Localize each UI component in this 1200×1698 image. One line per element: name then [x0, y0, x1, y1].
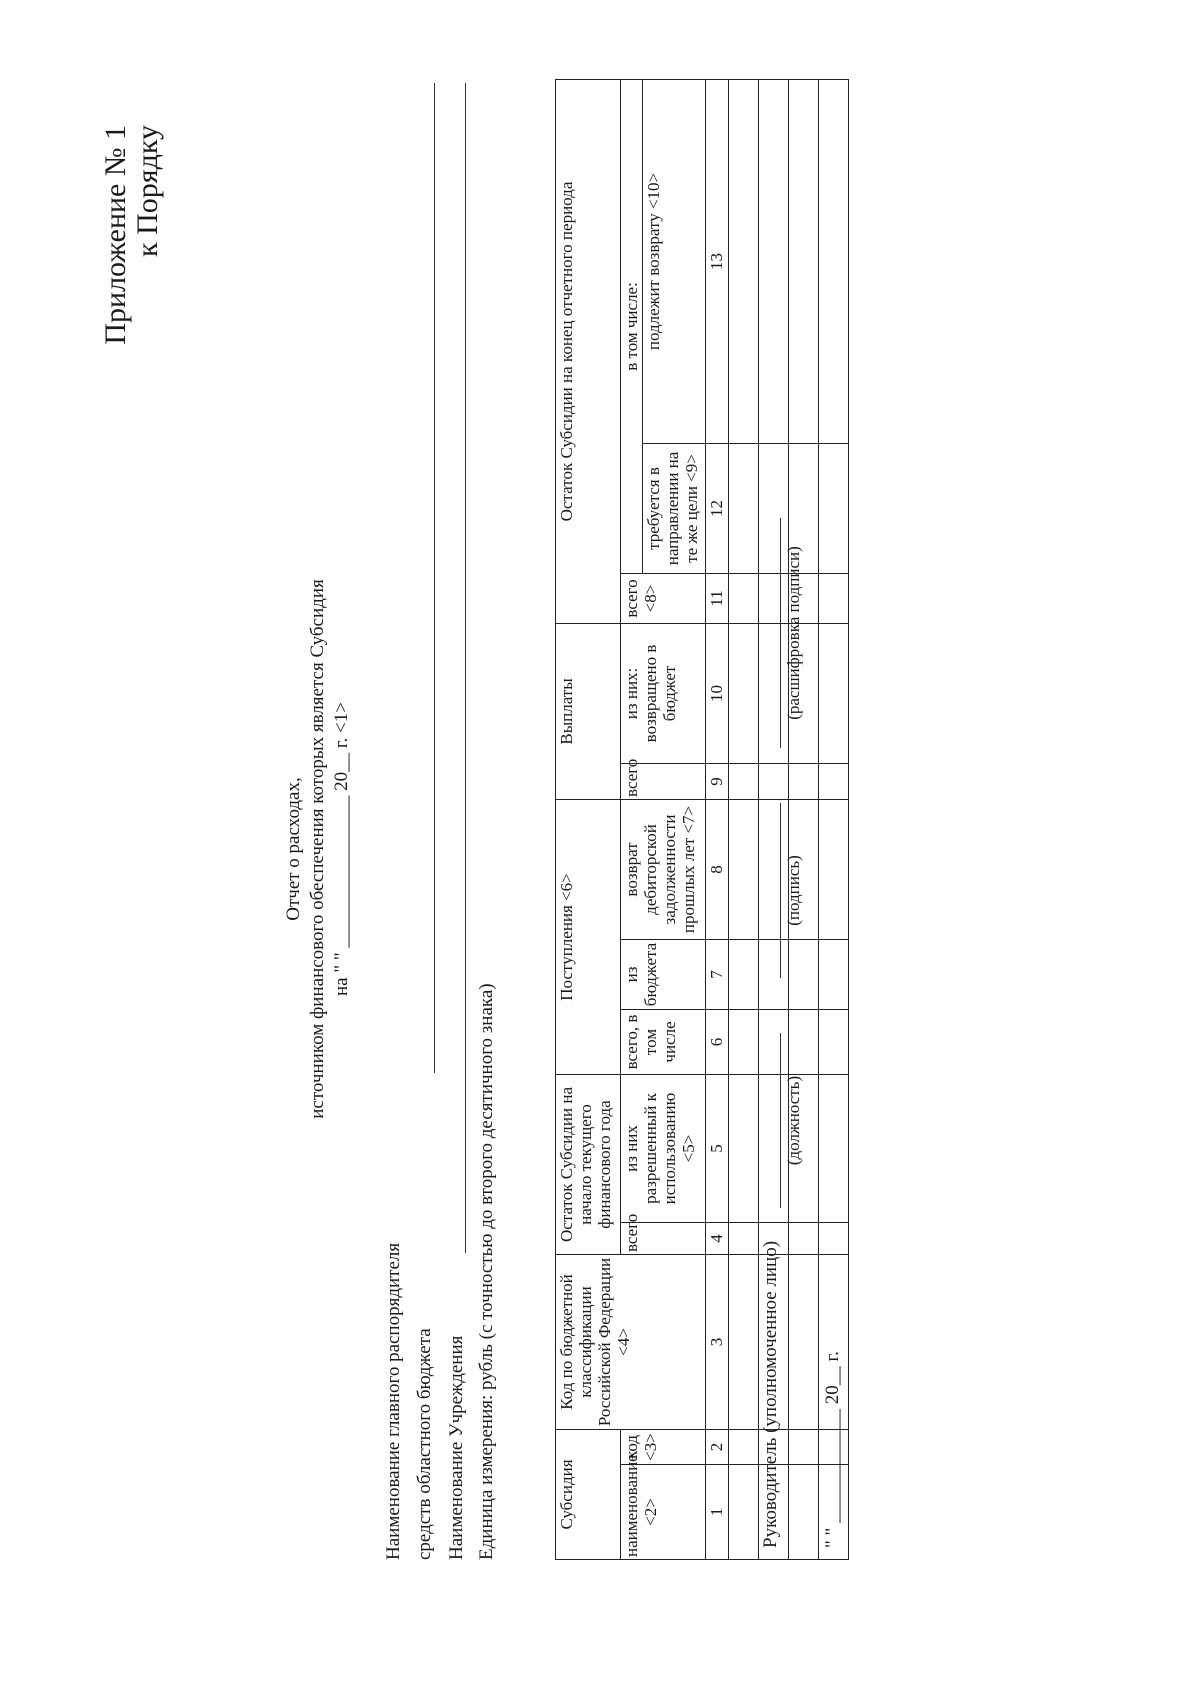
table-cell — [729, 1255, 759, 1430]
balance-end-header: Остаток Субсидии на конец отчетного периода — [556, 79, 621, 623]
table-cell — [819, 623, 849, 763]
column-number: 1 — [706, 1465, 729, 1560]
institution-field — [465, 83, 466, 1253]
receipts-budget-header: из бюджета — [621, 939, 706, 1009]
table-row — [819, 79, 849, 1559]
table-cell — [819, 763, 849, 799]
table-cell — [789, 1255, 819, 1430]
unit-of-measure: Единица измерения: рубль (с точностью до второго десятичного знака) — [476, 983, 497, 1560]
column-number: 13 — [706, 79, 729, 443]
report-title-line2: источником финансового обеспечения которых является Субсидия — [307, 579, 328, 1119]
report-date: " " ____________ 20__ г. — [822, 1351, 843, 1548]
payments-total-header: всего — [621, 763, 706, 799]
column-number: 5 — [706, 1074, 729, 1222]
table-cell — [759, 763, 789, 799]
table-cell — [729, 1223, 759, 1255]
table-cell — [819, 1074, 849, 1222]
kbk-header: Код по бюджетной классификации Российской Федерации <4> — [556, 1255, 706, 1430]
payments-returned-header — [621, 623, 706, 763]
appendix-line1: Приложение № 1 — [99, 125, 132, 345]
payments-returned-label: возвращено в бюджет — [641, 644, 679, 743]
table-cell — [819, 1223, 849, 1255]
column-number: 9 — [706, 763, 729, 799]
chief-administrator-label-cont: средств областного бюджета — [414, 1328, 435, 1560]
column-number: 7 — [706, 939, 729, 1009]
head-signature-label: Руководитель (уполномоченное лицо) — [760, 1240, 781, 1548]
column-number: 4 — [706, 1223, 729, 1255]
balance-start-total-header: всего — [621, 1223, 706, 1255]
signature-decode-caption: (расшифровка подписи) — [784, 546, 803, 720]
table-cell — [729, 573, 759, 623]
report-title-line1: Отчет о расходах, — [283, 777, 304, 921]
table-cell — [819, 799, 849, 939]
column-number: 11 — [706, 573, 729, 623]
table-cell — [729, 799, 759, 939]
table-cell — [729, 763, 759, 799]
table-cell — [759, 79, 789, 443]
appendix-label — [100, 125, 164, 345]
table-row — [729, 79, 759, 1559]
subsidy-code-header: код <3> — [621, 1430, 706, 1465]
balance-end-same-goals-header: требуется в направлении на те же цели <9> — [643, 443, 706, 573]
signature-caption: (подпись) — [784, 855, 803, 926]
table-cell — [729, 939, 759, 1009]
balance-start-allowed-header: из них разрешенный к использованию <5> — [621, 1074, 706, 1222]
table-cell — [789, 763, 819, 799]
table-cell — [729, 443, 759, 573]
table-cell — [819, 79, 849, 443]
receipts-header: Поступления <6> — [556, 799, 621, 1074]
balance-end-incl-header: в том числе: — [621, 79, 643, 573]
column-number: 10 — [706, 623, 729, 763]
table-cell — [729, 79, 759, 443]
table-cell — [729, 623, 759, 763]
subsidy-name-header: наименование <2> — [621, 1465, 706, 1560]
table-cell — [729, 1009, 759, 1074]
report-date-line: на " " ________________ 20__ г. <1> — [331, 702, 352, 996]
table-cell — [729, 1430, 759, 1465]
receipts-debt-return-header: возврат дебиторской задолженности прошлых лет <7> — [621, 799, 706, 939]
table-cell — [729, 1074, 759, 1222]
appendix-line2: к Порядку — [131, 125, 164, 257]
balance-end-total-header: всего <8> — [621, 573, 706, 623]
position-caption: (должность) — [784, 1075, 803, 1166]
table-cell — [789, 1465, 819, 1560]
column-number-row — [706, 79, 729, 1559]
position-line — [780, 1033, 781, 1208]
signature-decode-line — [780, 518, 781, 748]
signature-line — [780, 803, 781, 978]
table-cell — [819, 939, 849, 1009]
column-number: 3 — [706, 1255, 729, 1430]
payments-header: Выплаты — [556, 623, 621, 799]
receipts-total-header: всего, в том числе — [621, 1009, 706, 1074]
column-number: 2 — [706, 1430, 729, 1465]
table-cell — [819, 573, 849, 623]
table-cell — [789, 79, 819, 443]
chief-administrator-label: Наименование главного распорядителя — [383, 1242, 404, 1560]
chief-administrator-field — [434, 83, 435, 1073]
table-cell — [819, 443, 849, 573]
table-cell — [729, 1465, 759, 1560]
header-row-1 — [556, 79, 621, 1559]
balance-start-header: Остаток Субсидии на начало текущего финансового года — [556, 1074, 621, 1254]
table-cell — [789, 1430, 819, 1465]
payments-returned-head: из них: — [622, 667, 641, 720]
subsidy-report-table — [555, 79, 849, 1560]
table-cell — [819, 1009, 849, 1074]
column-number: 6 — [706, 1009, 729, 1074]
balance-end-to-return-header: подлежит возврату <10> — [643, 79, 706, 443]
column-number: 12 — [706, 443, 729, 573]
table-cell — [789, 1223, 819, 1255]
subsidy-group-header: Субсидия — [556, 1430, 621, 1560]
column-number: 8 — [706, 799, 729, 939]
institution-label: Наименование Учреждения — [446, 1335, 467, 1560]
